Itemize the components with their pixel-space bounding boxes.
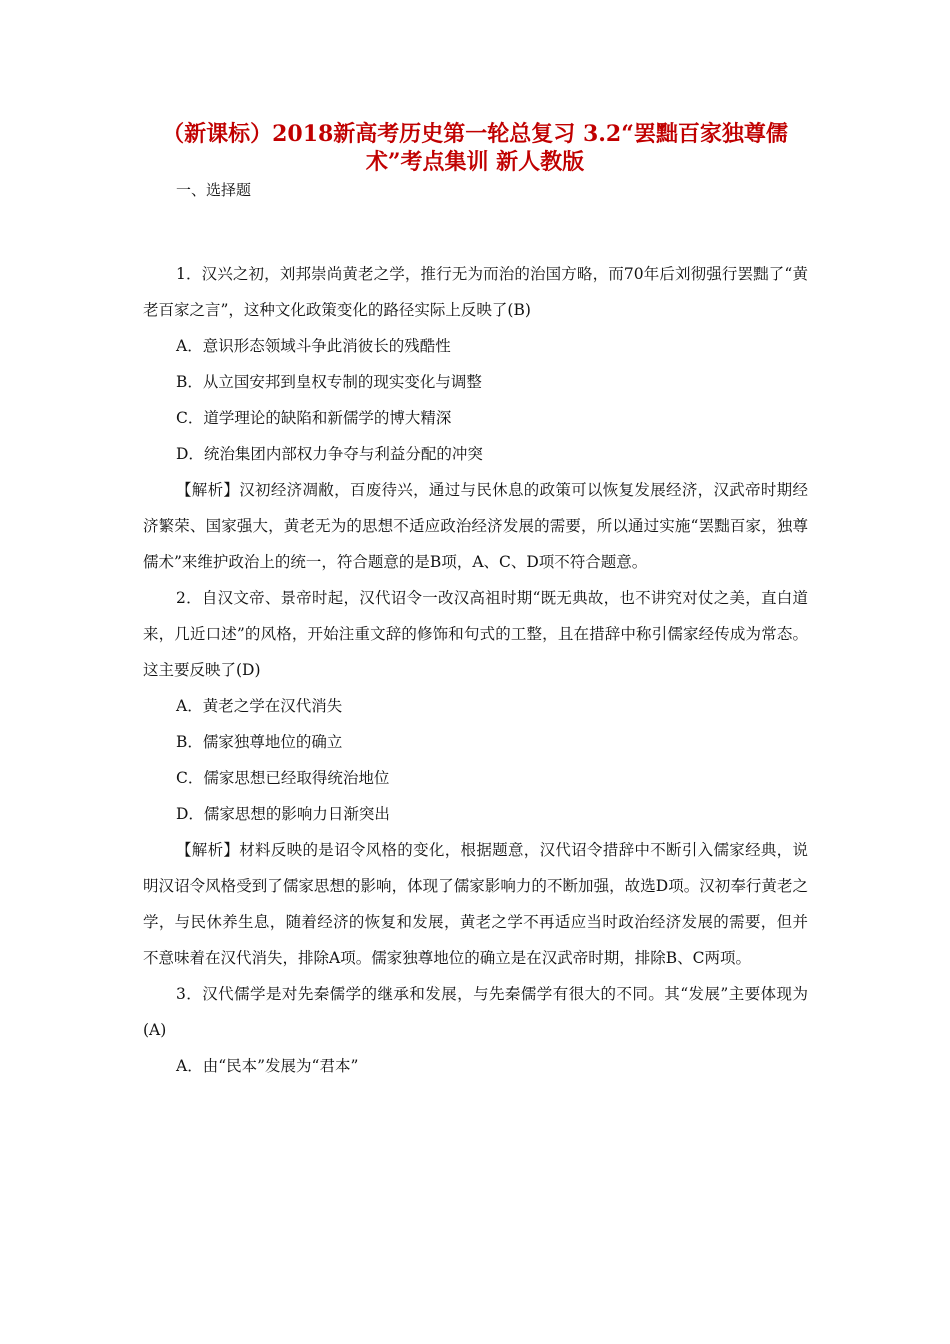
option-a: A．意识形态领域斗争此消彼长的残酷性 — [176, 337, 451, 355]
title-line-2: 术”考点集训 新人教版 — [365, 149, 585, 175]
section-heading: 一、选择题 — [176, 181, 252, 199]
analysis-paragraph: 【解析】材料反映的是诏令风格的变化，根据题意，汉代诏令措辞中不断引入儒家经典，说明汉诏令风格受到了儒家思想的影响，体现了儒家影响力的不断加强，故选D项。汉初奉行黄老之学，与民休养生息，随着经济的恢复和发展，黄老之学不再适应当时政治经济发展的需要，但并不意味着在汉代消失，排除A项。儒家独尊地位的确立是在汉武帝时期，排除B、C两项。 — [143, 841, 808, 967]
option-a: A．由“民本”发展为“君本” — [176, 1057, 359, 1075]
option-d: D．统治集团内部权力争夺与利益分配的冲突 — [176, 445, 483, 463]
question-stem: 3．汉代儒学是对先秦儒学的继承和发展，与先秦儒学有很大的不同。其“发展”主要体现为(A) — [143, 985, 808, 1039]
option-b: B．从立国安邦到皇权专制的现实变化与调整 — [176, 373, 482, 391]
option-a: A．黄老之学在汉代消失 — [176, 697, 343, 715]
question-list — [143, 256, 808, 1084]
option-c: C．儒家思想已经取得统治地位 — [176, 769, 390, 787]
option-b: B．儒家独尊地位的确立 — [176, 733, 343, 751]
option-c: C．道学理论的缺陷和新儒学的博大精深 — [176, 409, 452, 427]
document-title — [150, 120, 800, 176]
title-line-1: （新课标）2018新高考历史第一轮总复习 3.2“罢黜百家独尊儒 — [162, 121, 788, 147]
question-stem: 2．自汉文帝、景帝时起，汉代诏令一改汉高祖时期“既无典故，也不讲究对仗之美，直白道来，几近口述”的风格，开始注重文辞的修饰和句式的工整，且在措辞中称引儒家经传成为常态。这主要反映了(D) — [143, 589, 808, 679]
option-d: D．儒家思想的影响力日渐突出 — [176, 805, 390, 823]
analysis-paragraph: 【解析】汉初经济凋敝，百废待兴，通过与民休息的政策可以恢复发展经济，汉武帝时期经济繁荣、国家强大，黄老无为的思想不适应政治经济发展的需要，所以通过实施“罢黜百家，独尊儒术”来维护政治上的统一，符合题意的是B项，A、C、D项不符合题意。 — [143, 481, 808, 571]
question-stem: 1．汉兴之初，刘邦崇尚黄老之学，推行无为而治的治国方略，而70年后刘彻强行罢黜了“黄老百家之言”，这种文化政策变化的路径实际上反映了(B) — [143, 265, 808, 319]
